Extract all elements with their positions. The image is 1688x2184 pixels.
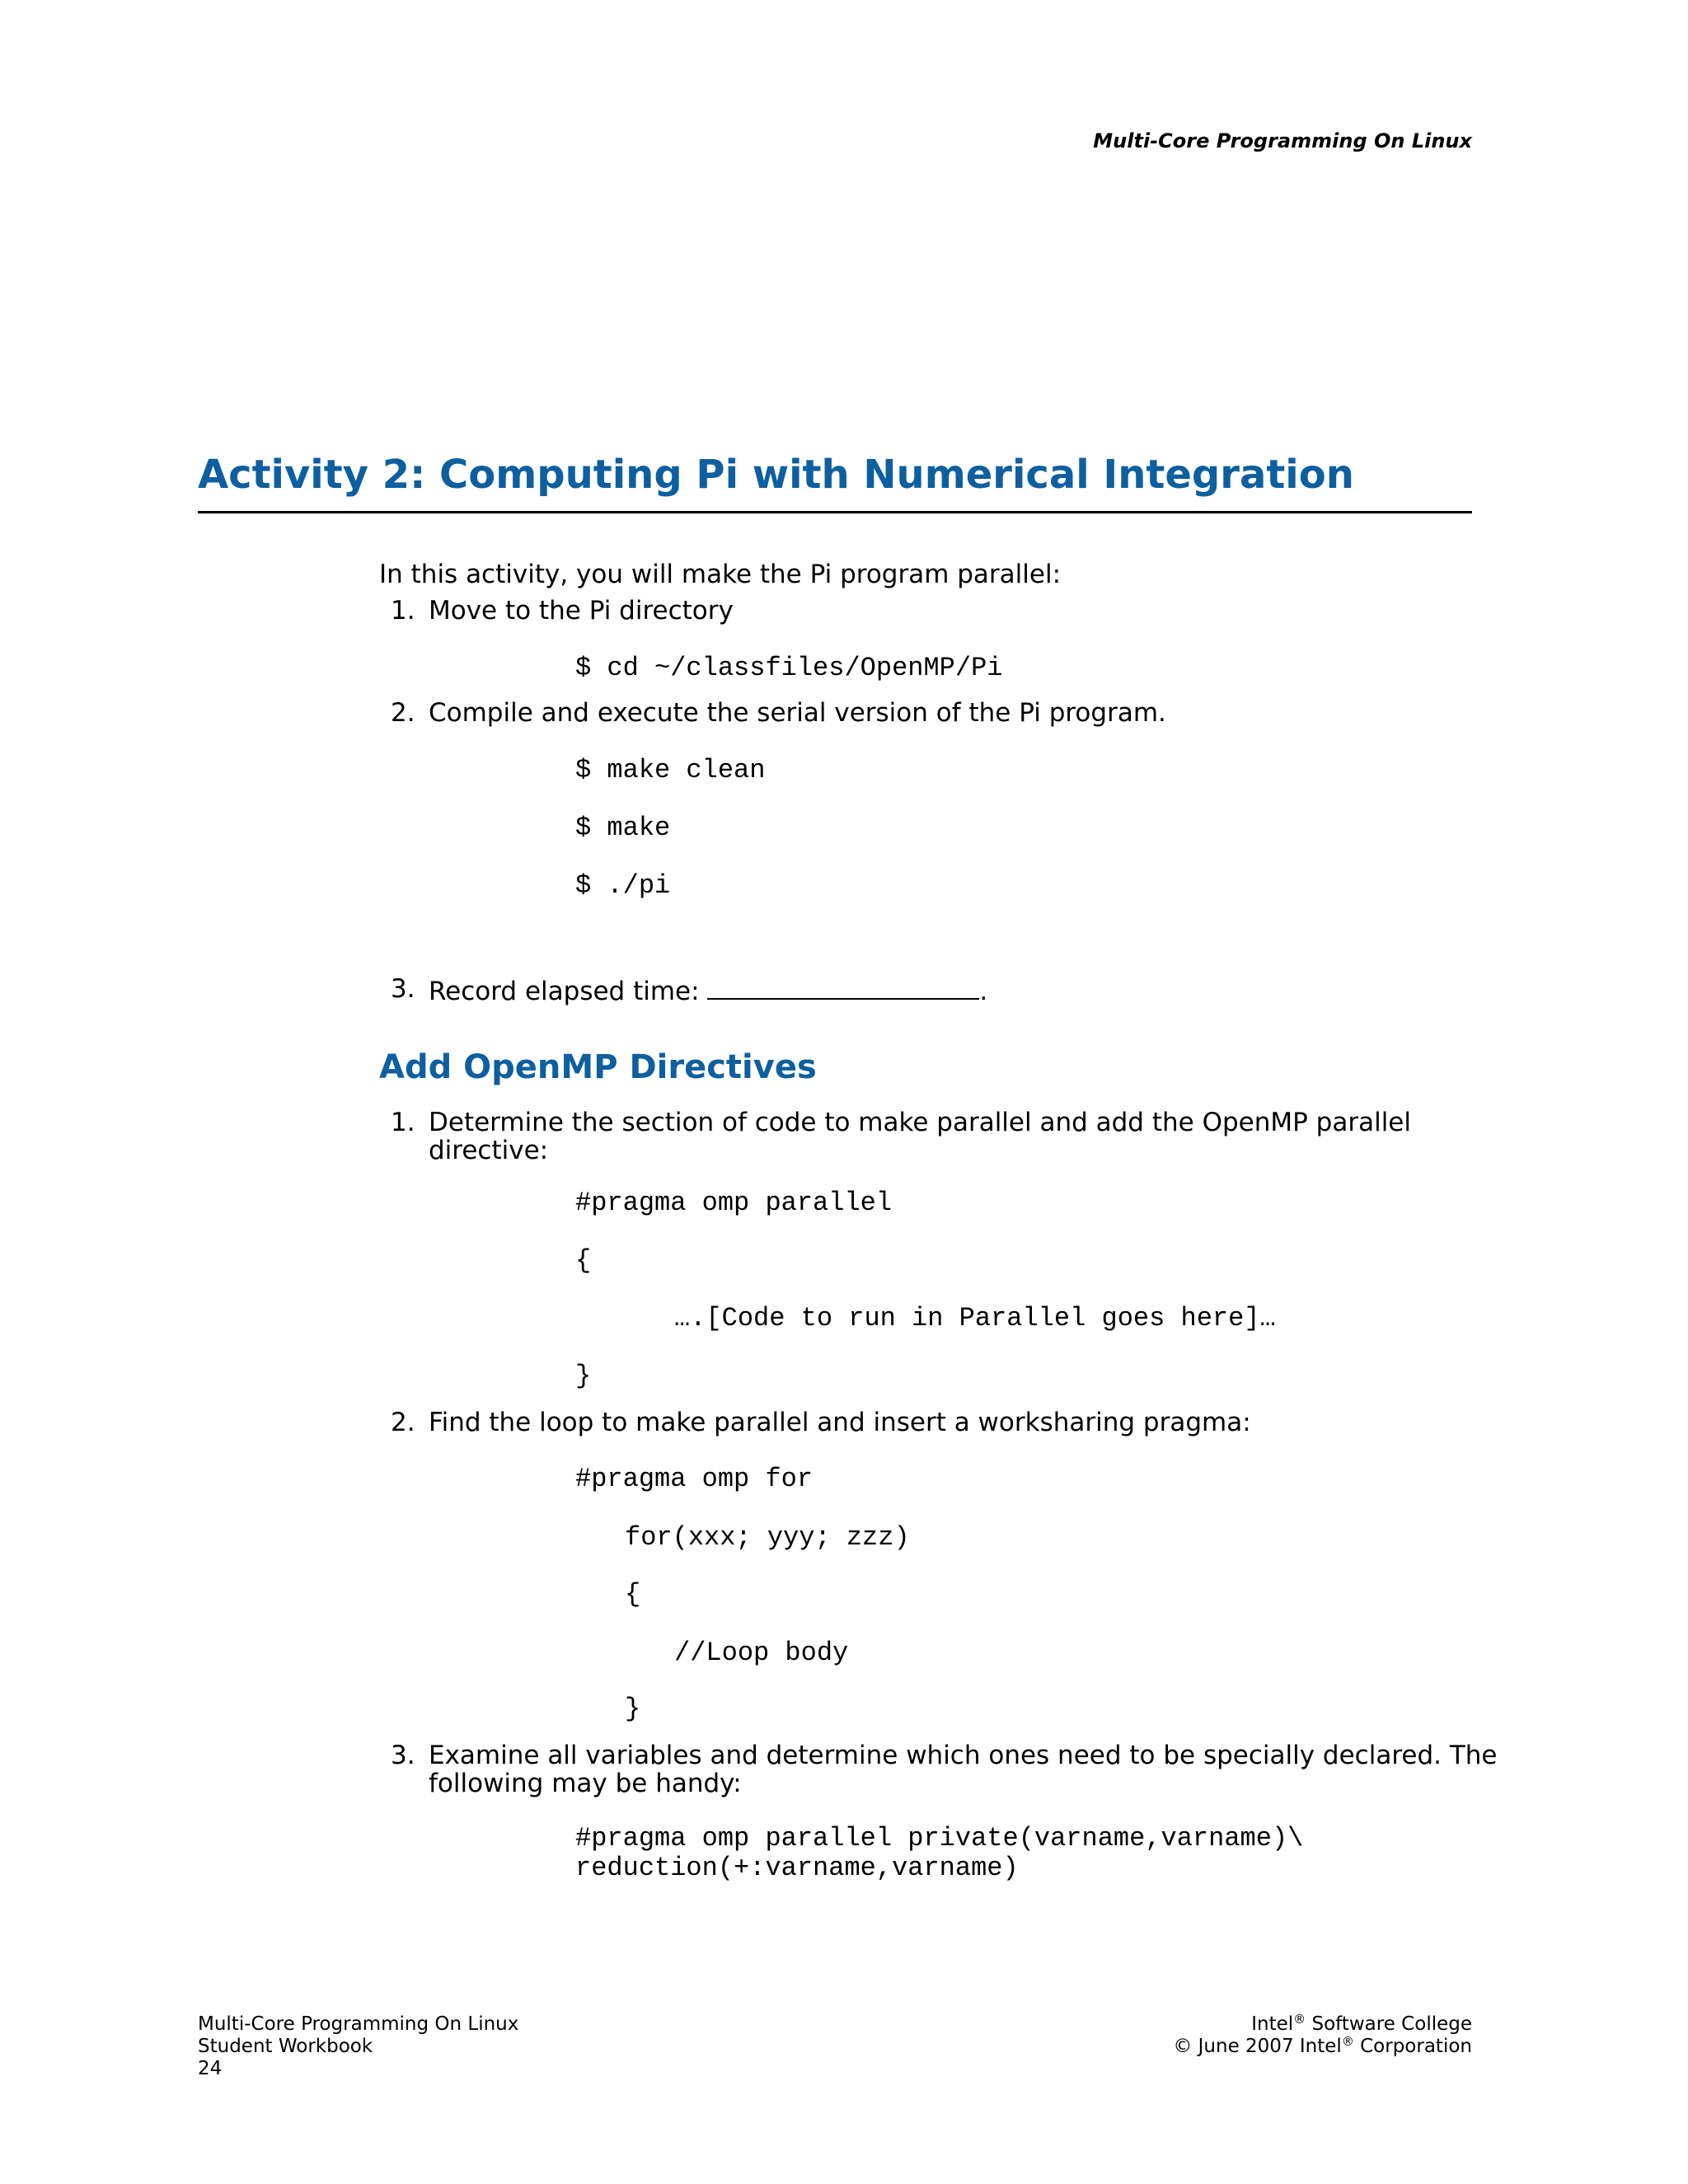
blank-suffix: . [979,977,988,1006]
title-underline [198,511,1472,513]
step-text: Compile and execute the serial version of the Pi program. [429,698,1166,728]
code-line: } [625,1694,641,1724]
footer-copyright [1173,2036,1472,2058]
code-line: #pragma omp parallel private(varname,varname)\ [575,1823,1304,1854]
footer-course-title: Multi-Core Programming On Linux [198,2013,519,2035]
code-line: #pragma omp for [575,1464,814,1494]
page-title: Activity 2: Computing Pi with Numerical Integration [198,452,1354,498]
step-number: 3. [391,1741,415,1770]
section-heading: Add OpenMP Directives [379,1048,817,1086]
code-line: #pragma omp parallel [575,1188,893,1218]
step-number: 2. [391,698,415,728]
code-line: { [575,1245,592,1276]
step-number: 2. [391,1408,415,1437]
intro-text: In this activity, you will make the Pi program parallel: [379,560,1062,589]
elapsed-time-blank[interactable] [707,975,979,1000]
step-text: directive: [429,1136,549,1165]
registered-mark: ® [1293,2012,1306,2027]
page-number: 24 [198,2058,223,2079]
footer-right [1173,2013,1472,2058]
footer-publisher-rest: Software College [1306,2013,1472,2035]
registered-mark: ® [1341,2034,1354,2049]
copyright-rest: Corporation [1353,2036,1472,2057]
code-line: $ ./pi [575,870,671,901]
step-text: following may be handy: [429,1769,742,1798]
step-text: Record elapsed time: [429,977,700,1006]
footer-brand: Intel [1251,2013,1294,2035]
code-line: $ make clean [575,755,766,785]
code-line: { [625,1579,641,1610]
step-number: 3. [391,974,415,1004]
footer-publisher [1173,2013,1472,2036]
step-number: 1. [391,1108,415,1137]
footer-left [198,2013,518,2080]
code-line: $ make [575,813,671,843]
step-number: 1. [391,596,415,626]
step-text: Determine the section of code to make parallel and add the OpenMP parallel [429,1108,1411,1137]
copyright-prefix: © June 2007 Intel [1173,2036,1342,2057]
code-line: $ cd ~/classfiles/OpenMP/Pi [575,653,1003,683]
code-line: reduction(+:varname,varname) [575,1853,1019,1883]
step-text: Find the loop to make parallel and insert a worksharing pragma: [429,1408,1251,1437]
running-header: Multi-Core Programming On Linux [1093,129,1472,152]
code-line: } [575,1361,592,1391]
step-text: Examine all variables and determine which ones need to be specially declared. The [429,1741,1498,1770]
record-elapsed-time [429,975,987,1005]
code-line: for(xxx; yyy; zzz) [625,1522,910,1553]
step-text: Move to the Pi directory [429,596,734,626]
code-line: //Loop body [674,1638,849,1668]
footer-workbook: Student Workbook [198,2036,373,2057]
code-line: ….[Code to run in Parallel goes here]… [674,1303,1276,1333]
